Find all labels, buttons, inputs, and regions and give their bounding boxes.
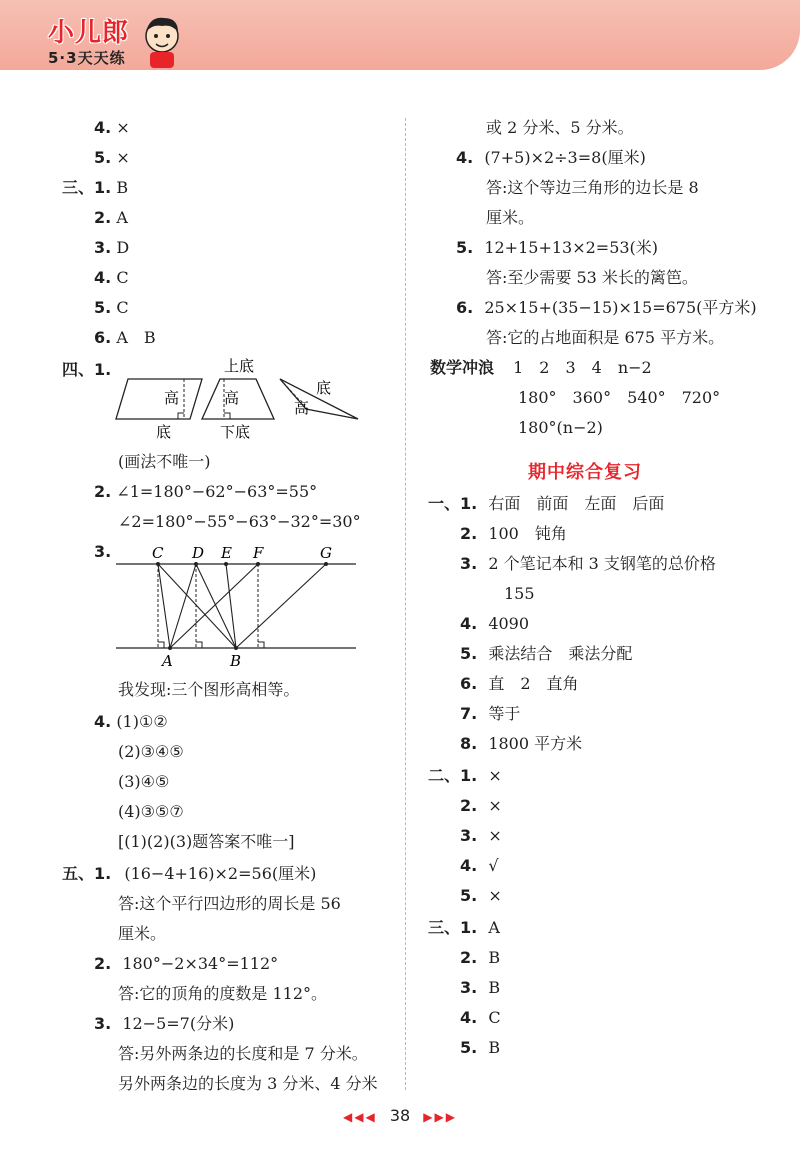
review-1-item-2: 2. 100 钝角: [460, 524, 567, 543]
point-f-label: F: [253, 544, 264, 562]
brand-name: 小儿郎: [48, 18, 130, 48]
triangle-figure: [280, 379, 358, 419]
section-4-item-4-line2: (2)③④⑤: [118, 742, 184, 761]
point-g-label: G: [320, 544, 332, 562]
right-item-5: 5. 12+15+13×2=53(米): [456, 238, 659, 257]
review-3-item-5: 5. B: [460, 1038, 501, 1057]
trapezoid-bottom-label: 下底: [220, 423, 251, 441]
finding-text: 我发现:三个图形高相等。: [118, 680, 300, 699]
review-3-item-1: 三、1. A: [428, 918, 500, 937]
section-5-item-1-answer: 答:这个平行四边形的周长是 56: [118, 894, 341, 913]
section-5-item-1: 五、1. (16−4+16)×2=56(厘米): [62, 864, 317, 883]
section-3-item-4: 4. C: [94, 268, 129, 287]
section-3-item-6: 6. A B: [94, 328, 156, 347]
math-wave-row-2: 180° 360° 540° 720°: [518, 388, 721, 407]
trapezoid-figure: [202, 357, 274, 441]
section-3-item-2: 2. A: [94, 208, 128, 227]
review-3-item-2: 2. B: [460, 948, 501, 967]
math-wave-row-3: 180°(n−2): [518, 418, 603, 437]
right-item-5-answer: 答:至少需要 53 米长的篱笆。: [486, 268, 698, 287]
drawing-note: (画法不唯一): [118, 452, 211, 471]
review-section-title: 期中综合复习: [528, 462, 642, 483]
parallelogram-figure: [116, 379, 202, 441]
triangle-base-label: 底: [316, 379, 332, 397]
point-e-label: E: [221, 544, 232, 562]
review-3-item-3: 3. B: [460, 978, 501, 997]
section-5-item-3-answer: 答:另外两条边的长度和是 7 分米。: [118, 1044, 368, 1063]
review-1-item-1: 一、1. 右面 前面 左面 后面: [428, 494, 665, 513]
section-5-item-3: 3. 12−5=7(分米): [94, 1014, 235, 1033]
page-footer: [0, 1106, 800, 1125]
parallel-lines-figure: [112, 538, 362, 670]
left-item-5: 5. ×: [94, 148, 130, 167]
section-5-item-2: 2. 180°−2×34°=112°: [94, 954, 279, 973]
review-2-item-4: 4. √: [460, 856, 499, 875]
review-2-item-3: 3. ×: [460, 826, 502, 845]
mascot-icon: [138, 14, 188, 70]
right-item-4: 4. (7+5)×2÷3=8(厘米): [456, 148, 646, 167]
section-4-item-4-line3: (3)④⑤: [118, 772, 170, 791]
section-4-item-2-line2: ∠2=180°−55°−63°−32°=30°: [118, 512, 361, 531]
section-4-item-1: 四、1.: [62, 360, 112, 379]
section-3-item-1: 三、1. B: [62, 178, 129, 197]
review-2-item-1: 二、1. ×: [428, 766, 502, 785]
review-1-item-5: 5. 乘法结合 乘法分配: [460, 644, 633, 663]
section-4-item-2: 2. ∠1=180°−62°−63°=55°: [94, 482, 318, 501]
brand-logo: [48, 12, 129, 68]
triangle-height-label: 高: [294, 399, 310, 417]
review-2-item-5: 5. ×: [460, 886, 502, 905]
section-5-item-1-answer-2: 厘米。: [118, 924, 167, 943]
arrow-right-icon: ▶▶▶: [423, 1110, 457, 1124]
point-b-label: B: [230, 652, 242, 670]
review-1-item-6: 6. 直 2 直角: [460, 674, 579, 693]
point-a-label: A: [162, 652, 173, 670]
review-2-item-2: 2. ×: [460, 796, 502, 815]
arrow-left-icon: ◀◀◀: [343, 1110, 377, 1124]
right-item-4-answer-2: 厘米。: [486, 208, 535, 227]
section-4-item-4-line4: (4)③⑤⑦: [118, 802, 184, 821]
review-1-item-8: 8. 1800 平方米: [460, 734, 583, 753]
height-figures: [110, 355, 370, 445]
parallelogram-height-label: 高: [164, 389, 180, 407]
section-3-item-5: 5. C: [94, 298, 129, 317]
section-4-item-4: 4. (1)①②: [94, 712, 168, 731]
section-3-item-3: 3. D: [94, 238, 130, 257]
section-5-item-2-answer: 答:它的顶角的度数是 112°。: [118, 984, 328, 1003]
point-c-label: C: [152, 544, 164, 562]
series-name: 5·3天天练: [48, 49, 126, 67]
trapezoid-top-label: 上底: [224, 357, 255, 375]
math-wave-label: 数学冲浪: [430, 358, 495, 377]
right-item-6-answer: 答:它的占地面积是 675 平方米。: [486, 328, 725, 347]
left-item-4: 4. ×: [94, 118, 130, 137]
parallelogram-base-label: 底: [156, 423, 172, 441]
trapezoid-height-label: 高: [224, 389, 240, 407]
continued-answer: 或 2 分米、5 分米。: [486, 118, 634, 137]
review-1-item-7: 7. 等于: [460, 704, 521, 723]
column-divider: [405, 118, 406, 1090]
review-1-item-3-value: 155: [504, 584, 535, 603]
section-4-item-4-note: [(1)(2)(3)题答案不唯一]: [118, 832, 295, 851]
point-d-label: D: [192, 544, 205, 562]
review-1-item-4: 4. 4090: [460, 614, 530, 633]
right-item-4-answer: 答:这个等边三角形的边长是 8: [486, 178, 699, 197]
math-wave-row-1: 数学冲浪 1 2 3 4 n−2: [430, 358, 652, 377]
review-1-item-3: 3. 2 个笔记本和 3 支钢笔的总价格: [460, 554, 716, 573]
page-number: 38: [389, 1106, 411, 1125]
review-3-item-4: 4. C: [460, 1008, 501, 1027]
section-5-item-3-answer-2: 另外两条边的长度为 3 分米、4 分米: [118, 1074, 378, 1093]
section-4-item-3: 3.: [94, 542, 112, 561]
right-item-6: 6. 25×15+(35−15)×15=675(平方米): [456, 298, 757, 317]
